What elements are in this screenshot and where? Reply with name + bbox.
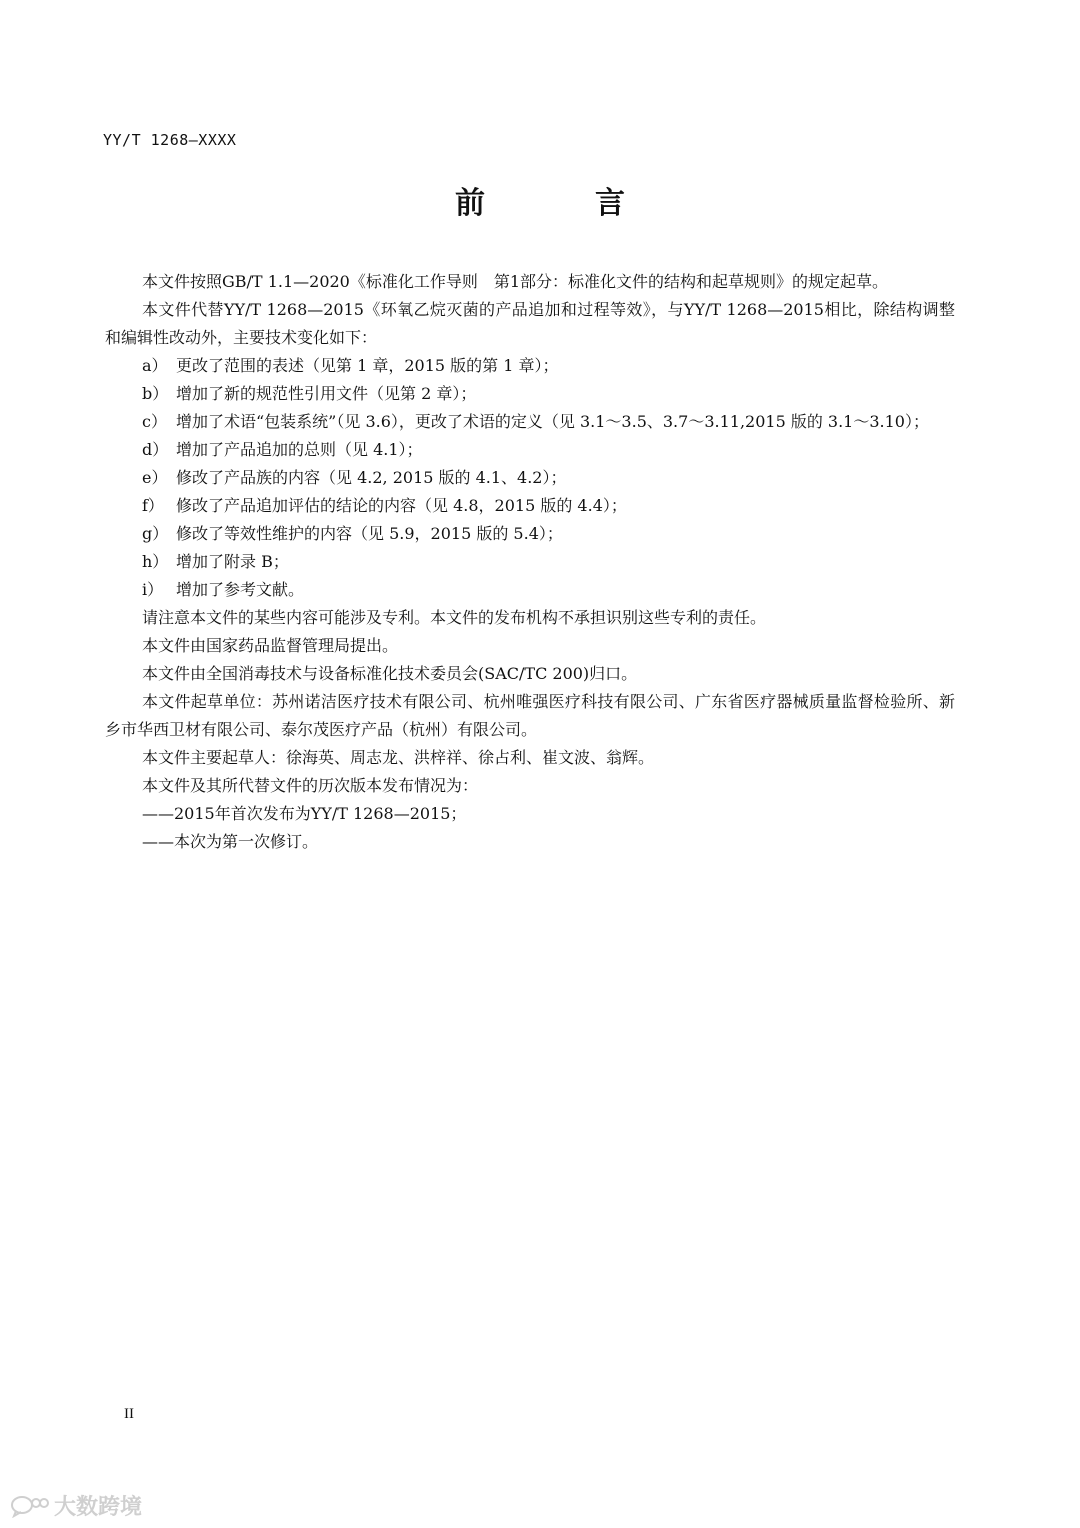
paragraph-drafting-rules: 本文件按照GB/T 1.1—2020《标准化工作导则 第1部分：标准化文件的结构和起草规则》的规定起草。 — [142, 272, 889, 291]
list-item-text: 修改了产品追加评估的结论的内容（见 4.8，2015 版的 4.4）； — [176, 496, 627, 515]
list-item-text: 增加了产品追加的总则（见 4.1）； — [176, 440, 423, 459]
list-item-text: 增加了新的规范性引用文件（见第 2 章）； — [176, 384, 477, 403]
history-item: ——2015年首次发布为YY/T 1268—2015； — [142, 804, 467, 823]
list-item-text: 更改了范围的表述（见第 1 章，2015 版的第 1 章）； — [176, 356, 559, 375]
list-marker: a） — [142, 356, 168, 375]
watermark-text: 大数跨境 — [54, 1495, 143, 1520]
list-item-text: 增加了附录 B； — [176, 552, 289, 571]
change-list — [105, 352, 955, 604]
list-marker: c） — [142, 412, 167, 431]
list-marker: f） — [142, 496, 164, 515]
document-code: YY/T 1268—XXXX — [103, 131, 237, 149]
history-item: ——本次为第一次修订。 — [142, 832, 319, 851]
watermark — [10, 1490, 142, 1521]
paragraph-replacement: 本文件代替YY/T 1268—2015《环氧乙烷灭菌的产品追加和过程等效》，与YY/T 1268—2015相比，除结构调整和编辑性改动外，主要技术变化如下： — [105, 300, 955, 347]
paragraph-patent-notice: 请注意本文件的某些内容可能涉及专利。本文件的发布机构不承担识别这些专利的责任。 — [142, 608, 767, 627]
list-item-text: 增加了术语“包装系统”（见 3.6），更改了术语的定义（见 3.1～3.5、3.7～3.11,2015 版的 3.1～3.10）； — [176, 412, 929, 431]
list-item — [105, 464, 955, 492]
list-item — [105, 492, 955, 520]
list-item — [105, 380, 955, 408]
list-marker: g） — [142, 524, 169, 543]
list-item-text: 增加了参考文献。 — [176, 580, 305, 599]
list-marker: e） — [142, 468, 168, 487]
paragraph-drafting-units: 本文件起草单位：苏州诺洁医疗技术有限公司、杭州唯强医疗科技有限公司、广东省医疗器械质量监督检验所、新乡市华西卫材有限公司、泰尔茂医疗产品（杭州）有限公司。 — [105, 692, 955, 739]
list-marker: b） — [142, 384, 169, 403]
list-item-text: 修改了等效性维护的内容（见 5.9，2015 版的 5.4）； — [176, 524, 563, 543]
list-item — [105, 548, 955, 576]
list-marker: d） — [142, 440, 169, 459]
list-item — [105, 352, 955, 380]
list-item — [105, 576, 955, 604]
page-title: 前 言 — [455, 186, 665, 221]
paragraph-proposer: 本文件由国家药品监督管理局提出。 — [142, 636, 399, 655]
list-item — [105, 408, 955, 436]
paragraph-drafters: 本文件主要起草人：徐海英、周志龙、洪梓祥、徐占利、崔文波、翁辉。 — [142, 748, 655, 767]
foreword-body — [105, 268, 955, 856]
paragraph-technical-committee: 本文件由全国消毒技术与设备标准化技术委员会(SAC/TC 200)归口。 — [142, 664, 638, 683]
list-item-text: 修改了产品族的内容（见 4.2, 2015 版的 4.1、4.2）； — [176, 468, 567, 487]
page-number: II — [124, 1406, 134, 1422]
list-item — [105, 436, 955, 464]
list-marker: h） — [142, 552, 169, 571]
chat-bubble-logo-icon — [10, 1494, 50, 1518]
paragraph-history-intro: 本文件及其所代替文件的历次版本发布情况为： — [142, 776, 479, 795]
list-item — [105, 520, 955, 548]
list-marker: i） — [142, 580, 164, 599]
